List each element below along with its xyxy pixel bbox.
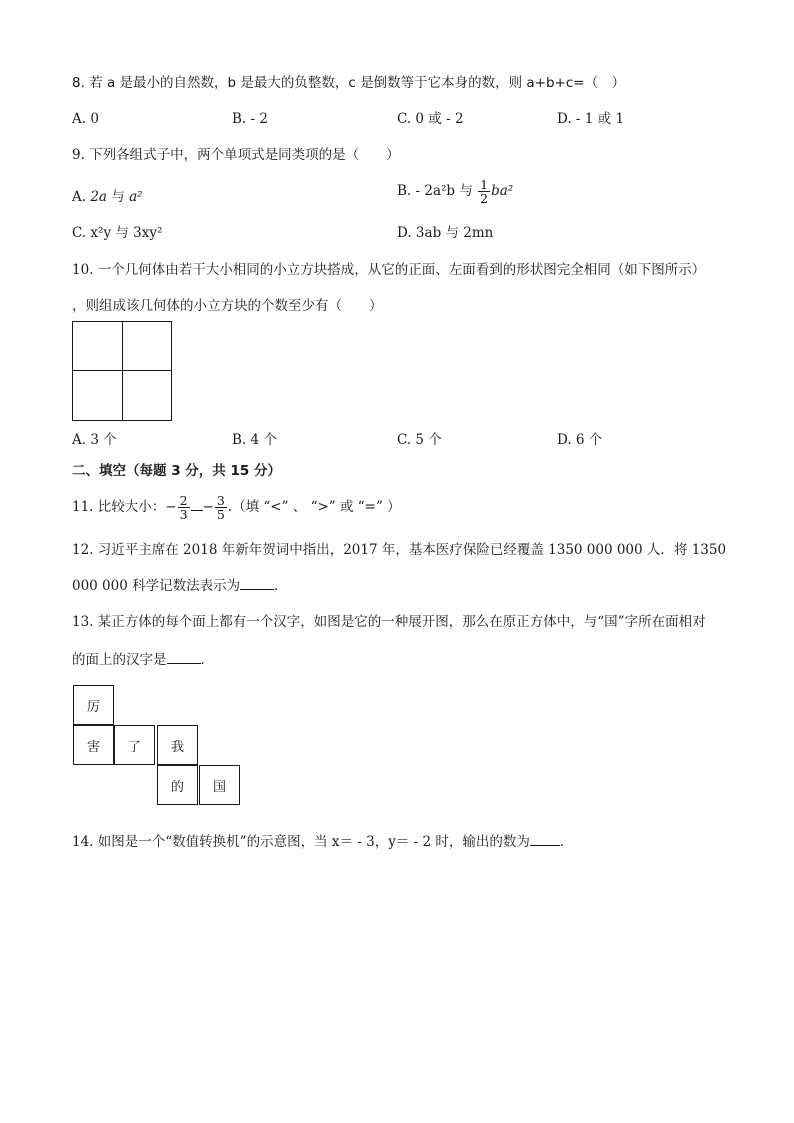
q10-stem-line1: 10. 一个几何体由若干大小相同的小立方块搭成，从它的正面、左面看到的形状图完全相同（如下图所示） — [72, 262, 706, 278]
q13-line2 — [72, 651, 214, 669]
q9-stem: 9. 下列各组式子中，两个单项式是同类项的是（ ） — [72, 147, 400, 163]
q11-prefix: 11. 比较大小： — [72, 499, 166, 515]
q8-option-a: A. 0 — [72, 111, 99, 127]
grid-divider-vertical — [122, 322, 123, 420]
q13-line1: 13. 某正方体的每个面上都有一个汉字，如图是它的一种展开图，那么在原正方体中，与“国”字所在面相对 — [72, 614, 706, 630]
q12-answer-blank[interactable] — [240, 589, 274, 590]
q9-b-frac-den: 2 — [480, 191, 489, 206]
q9-a-mid: 与 — [106, 189, 130, 205]
q11-answer-blank[interactable] — [191, 510, 203, 511]
net-cell-hai: 害 — [73, 725, 114, 765]
q9-a-expr1: 2a — [90, 189, 107, 205]
q11-line — [72, 494, 401, 521]
q9-a-label: A. — [72, 189, 91, 205]
q9-a-expr2: a² — [129, 189, 143, 205]
q10-option-c: C. 5 个 — [397, 432, 442, 448]
net-cell-de: 的 — [157, 765, 198, 805]
q13-end: ． — [200, 652, 214, 668]
q11-fraction-1 — [178, 494, 190, 521]
q8-option-c: C. 0 或 - 2 — [397, 111, 464, 127]
q11-frac1-den: 3 — [179, 507, 188, 522]
q11-fraction-2 — [215, 494, 227, 521]
q14-text: 14. 如图是一个“数值转换机”的示意图，当 x＝ - 3，y＝ - 2 时，输出的数为 — [72, 834, 530, 850]
q11-frac2-sign: − — [202, 499, 214, 515]
q12-line2-text: 000 000 科学记数法表示为 — [72, 578, 241, 594]
q14-end: ． — [559, 834, 574, 850]
grid-divider-horizontal — [73, 370, 171, 371]
q11-frac2-den: 5 — [216, 507, 225, 522]
q9-option-d: D. 3ab 与 2mn — [397, 225, 494, 241]
q9-b-frac-num: 1 — [480, 177, 489, 192]
q12-line1: 12. 习近平主席在 2018 年新年贺词中指出，2017 年，基本医疗保险已经覆盖 1350 000 000 人．将 1350 — [72, 542, 727, 558]
q11-frac1-sign: − — [165, 499, 177, 515]
q8-stem: 8. 若 a 是最小的自然数，b 是最大的负整数，c 是倒数等于它本身的数，则 a+b+c=（ ） — [72, 75, 626, 91]
q8-option-b: B. - 2 — [232, 111, 268, 127]
q13-line2-text: 的面上的汉字是 — [72, 652, 167, 668]
q9-b-fraction — [478, 178, 490, 205]
q11-frac2-num: 3 — [216, 493, 225, 508]
net-cell-li: 厉 — [73, 685, 114, 725]
view-grid-figure — [72, 321, 172, 421]
net-cell-guo: 国 — [199, 765, 240, 805]
q9-b-label: B. - 2a²b 与 — [397, 183, 478, 199]
q13-answer-blank[interactable] — [167, 663, 201, 664]
q9-option-a — [72, 188, 143, 206]
q14-answer-blank[interactable] — [530, 845, 560, 846]
q9-option-b — [397, 178, 513, 205]
q9-option-c: C. x²y 与 3xy² — [72, 225, 163, 241]
q12-end: ． — [274, 578, 288, 594]
q14-line — [72, 833, 573, 851]
q10-option-a: A. 3 个 — [72, 432, 117, 448]
q10-option-d: D. 6 个 — [557, 432, 603, 448]
q10-option-b: B. 4 个 — [232, 432, 277, 448]
q9-b-tail: ba² — [491, 183, 514, 199]
q8-option-d: D. - 1 或 1 — [557, 111, 625, 127]
section-title: 二、填空（每题 3 分，共 15 分） — [72, 463, 281, 479]
net-cell-le: 了 — [114, 725, 155, 765]
q11-frac1-num: 2 — [179, 493, 188, 508]
q11-suffix: .（填 “<” 、 “>” 或 “=” ） — [227, 499, 401, 515]
net-cell-wo: 我 — [157, 725, 198, 765]
q12-line2 — [72, 577, 288, 595]
q10-stem-line2: ，则组成该几何体的小立方块的个数至少有（ ） — [72, 298, 383, 314]
